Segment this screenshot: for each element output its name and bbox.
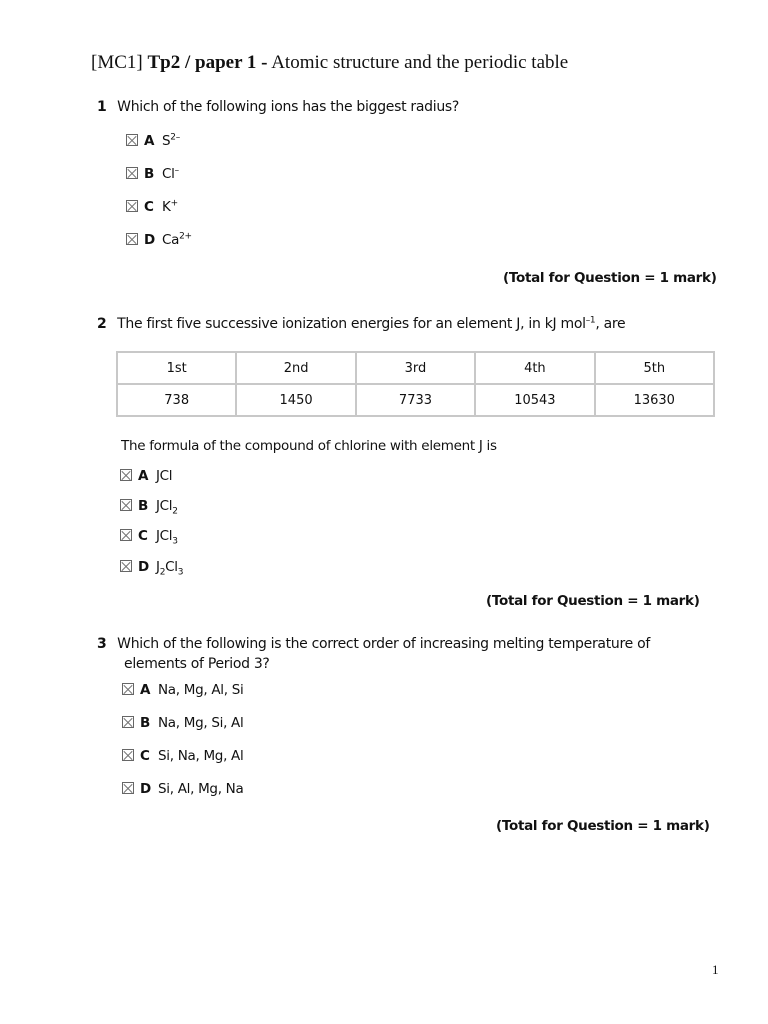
header-paper-label: Tp2 / paper 1 - (147, 52, 268, 73)
checkbox-icon[interactable] (120, 529, 132, 541)
option-text: Ca (162, 232, 180, 248)
q2-option-c[interactable] (120, 527, 178, 545)
checkbox-icon[interactable] (120, 499, 132, 511)
checkbox-icon[interactable] (126, 233, 138, 245)
table-header-row (117, 352, 714, 384)
option-subscript: 2 (159, 567, 166, 578)
option-letter: B (140, 715, 150, 731)
table-cell: 738 (117, 384, 236, 416)
q3-option-c[interactable] (122, 747, 243, 765)
q1-option-c[interactable] (126, 198, 178, 216)
option-text: Cl (162, 166, 175, 182)
checkbox-icon[interactable] (120, 560, 132, 572)
option-letter: A (140, 682, 151, 698)
option-subscript: 2 (172, 506, 178, 517)
page-title (91, 52, 568, 74)
table-header-cell: 1st (117, 352, 236, 384)
option-letter: B (144, 166, 154, 182)
question-number: 3 (97, 636, 107, 652)
q1-option-a[interactable] (126, 132, 180, 150)
option-text: JCl (156, 468, 173, 484)
header-topic: Atomic structure and the periodic table (267, 52, 569, 73)
q1-option-b[interactable] (126, 165, 179, 183)
question-text: The first five successive ionization energies for an element J, in kJ mol (117, 316, 586, 332)
option-letter: A (144, 133, 155, 149)
table-header-cell: 2nd (236, 352, 355, 384)
table-cell: 1450 (236, 384, 355, 416)
option-charge: + (170, 198, 178, 209)
question-text: Which of the following is the correct order of increasing melting temperature of (117, 636, 650, 652)
checkbox-icon[interactable] (122, 683, 134, 695)
question-text: Which of the following ions has the biggest radius? (117, 99, 460, 115)
option-charge: – (174, 165, 179, 176)
checkbox-icon[interactable] (120, 469, 132, 481)
question-text-end: , are (595, 316, 626, 332)
q2-option-d[interactable] (120, 558, 183, 576)
option-letter: B (138, 498, 148, 514)
question-2-stem (97, 314, 625, 334)
option-letter: D (138, 559, 149, 575)
table-cell: 7733 (356, 384, 475, 416)
option-text: Si, Al, Mg, Na (158, 781, 244, 797)
option-subscript: 3 (172, 536, 178, 547)
ionization-energy-table (116, 351, 715, 417)
option-text: Na, Mg, Si, Al (158, 715, 244, 731)
option-text: Si, Na, Mg, Al (158, 748, 244, 764)
header-prefix: [MC1] (91, 52, 148, 73)
question-1-mark: (Total for Question = 1 mark) (503, 270, 717, 286)
option-charge: 2– (170, 132, 180, 143)
option-letter: C (138, 528, 148, 544)
option-text: J (156, 559, 160, 575)
table-header-cell: 5th (595, 352, 714, 384)
option-charge: 2+ (179, 231, 192, 242)
option-letter: C (140, 748, 150, 764)
question-3-stem (97, 634, 650, 674)
q3-option-a[interactable] (122, 681, 243, 699)
checkbox-icon[interactable] (126, 200, 138, 212)
table-header-cell: 4th (475, 352, 594, 384)
checkbox-icon[interactable] (122, 782, 134, 794)
option-letter: C (144, 199, 154, 215)
checkbox-icon[interactable] (122, 716, 134, 728)
q2-option-b[interactable] (120, 497, 178, 515)
checkbox-icon[interactable] (126, 167, 138, 179)
option-text: Na, Mg, Al, Si (158, 682, 244, 698)
option-letter: D (140, 781, 151, 797)
q3-option-d[interactable] (122, 780, 243, 798)
question-1-stem (97, 97, 459, 117)
checkbox-icon[interactable] (122, 749, 134, 761)
option-text: K (162, 199, 171, 215)
page-number: 1 (712, 962, 719, 977)
table-row (117, 384, 714, 416)
table-header-cell: 3rd (356, 352, 475, 384)
option-subscript-2: 3 (177, 567, 184, 578)
q1-option-d[interactable] (126, 231, 192, 249)
option-letter: D (144, 232, 155, 248)
question-2-mark: (Total for Question = 1 mark) (486, 593, 700, 609)
q2-option-a[interactable] (120, 467, 172, 485)
checkbox-icon[interactable] (126, 134, 138, 146)
q3-option-b[interactable] (122, 714, 243, 732)
question-text-line-2: elements of Period 3? (124, 656, 270, 672)
option-text: S (162, 133, 171, 149)
option-text: JCl (156, 498, 173, 514)
option-text: JCl (156, 528, 173, 544)
question-3-mark: (Total for Question = 1 mark) (496, 818, 710, 834)
table-cell: 10543 (475, 384, 594, 416)
unit-exponent: –1 (585, 315, 596, 326)
option-letter: A (138, 468, 149, 484)
question-2-prompt: The formula of the compound of chlorine with element J is (121, 438, 497, 454)
option-text-2: Cl (165, 559, 178, 575)
question-number: 1 (97, 99, 107, 115)
question-number: 2 (97, 316, 107, 332)
table-cell: 13630 (595, 384, 714, 416)
